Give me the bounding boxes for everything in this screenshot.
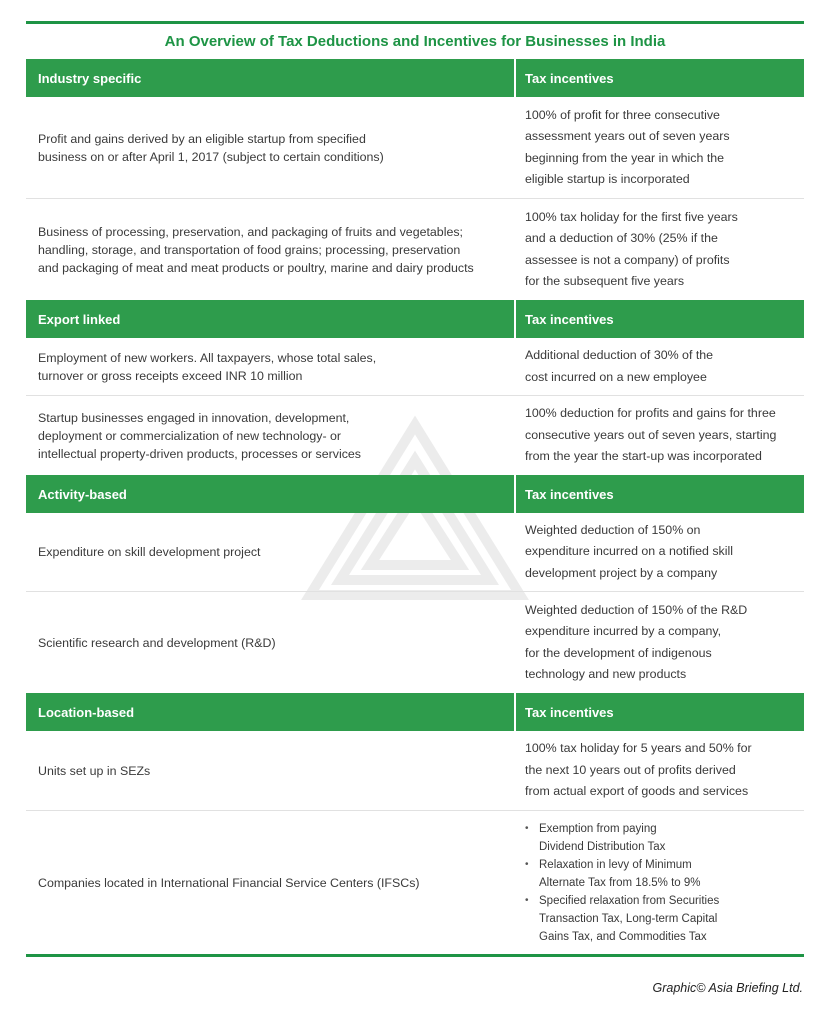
row-incentive [516,731,804,810]
row-description [26,199,516,300]
table-row [26,731,804,811]
text-line: Profit and gains derived by an eligible startup from specified [38,131,366,146]
text-line: for the subsequent five years [525,274,685,288]
text-line: Scientific research and development (R&D) [38,635,276,650]
text-line: Weighted deduction of 150% on [525,522,701,537]
text-line: • Specified relaxation from Securities [539,894,720,907]
text-line: Weighted deduction of 150% of the R&D [525,602,748,617]
text-line: from actual export of goods and services [525,784,749,799]
graphic-credit: Graphic© Asia Briefing Ltd. [652,981,803,995]
list-item [525,892,719,946]
section-header-location-based [26,693,804,731]
text-line: 100% deduction for profits and gains for three [525,406,776,421]
text-line: Expenditure on skill development project [38,545,261,559]
text-line: • Exemption from paying [539,822,657,835]
text-line: handling, storage, and transportation of food grains; processing, preservation [38,242,461,257]
text-line: and a deduction of 30% (25% if the [525,231,718,245]
text-line: Gains Tax, and Commodities Tax [539,930,707,943]
table-row [26,592,804,693]
section-header-label: Location-based [38,704,135,720]
text-line: intellectual property-driven products, processes or services [38,446,361,461]
row-incentive [516,338,804,395]
text-line: assessment years out of seven years [525,129,730,143]
row-description [26,396,516,475]
section-header-tax-label: Tax incentives [525,704,614,720]
section-header-tax-label: Tax incentives [525,486,614,502]
text-line: 100% tax holiday for the first five years [525,209,738,224]
text-line: Alternate Tax from 18.5% to 9% [539,876,701,889]
text-line: expenditure incurred by a company, [525,624,722,638]
text-line: • Relaxation in levy of Minimum [539,858,692,871]
top-rule [26,21,804,24]
page-title: An Overview of Tax Deductions and Incentives for Businesses in India [164,33,666,50]
table-row [26,338,804,396]
text-line: Business of processing, preservation, and packaging of fruits and vegetables; [38,224,463,239]
section-header-tax-label: Tax incentives [525,70,614,86]
list-item [525,820,719,856]
section-header-tax-label: Tax incentives [525,311,614,327]
section-header-label: Export linked [38,311,121,327]
text-line: assessee is not a company) of profits [525,252,730,267]
section-header-activity-based [26,475,804,513]
text-line: Additional deduction of 30% of the [525,348,714,362]
text-line: business on or after April 1, 2017 (subject to certain conditions) [38,149,384,164]
text-line: Employment of new workers. All taxpayers, whose total sales, [38,350,377,365]
text-line: Transaction Tax, Long-term Capital [539,912,718,925]
text-line: 100% tax holiday for 5 years and 50% for [525,741,752,756]
text-line: beginning from the year in which the [525,150,725,165]
row-incentive [516,97,804,198]
bottom-rule [26,954,804,957]
table-row [26,199,804,300]
incentive-bullet-list [525,820,719,946]
text-line: turnover or gross receipts exceed INR 10 million [38,368,303,383]
text-line: from the year the start-up was incorporated [525,449,762,464]
row-description [26,811,516,954]
text-line: 100% of profit for three consecutive [525,107,720,122]
row-description [26,338,516,395]
text-line: consecutive years out of seven years, starting [525,427,777,442]
text-line: and packaging of meat and meat products or poultry, marine and dairy products [38,260,474,275]
row-description [26,731,516,810]
row-incentive [516,199,804,300]
table-row [26,97,804,199]
section-header-label: Industry specific [38,70,142,86]
list-item [525,856,719,892]
table-row [26,811,804,954]
text-line: Startup businesses engaged in innovation, development, [38,410,350,425]
text-line: development project by a company [525,565,718,580]
text-line: eligible startup is incorporated [525,172,690,186]
text-line: for the development of indigenous [525,645,712,660]
row-incentive [516,592,804,693]
table-row [26,396,804,475]
row-incentive [516,396,804,475]
text-line: deployment or commercialization of new technology- or [38,428,342,443]
text-line: expenditure incurred on a notified skill [525,544,734,559]
row-incentive [516,811,804,954]
section-header-industry-specific [26,59,804,97]
text-line: the next 10 years out of profits derived [525,762,736,777]
section-header-export-linked [26,300,804,338]
table-row [26,513,804,592]
section-header-label: Activity-based [38,486,127,502]
row-incentive [516,513,804,591]
tax-incentives-table [26,59,804,954]
row-description [26,592,516,693]
text-line: technology and new products [525,667,687,681]
text-line: cost incurred on a new employee [525,369,707,384]
text-line: Units set up in SEZs [38,763,151,778]
text-line: Companies located in International Financial Service Centers (IFSCs) [38,875,420,890]
row-description [26,513,516,591]
row-description [26,97,516,198]
text-line: Dividend Distribution Tax [539,840,666,853]
